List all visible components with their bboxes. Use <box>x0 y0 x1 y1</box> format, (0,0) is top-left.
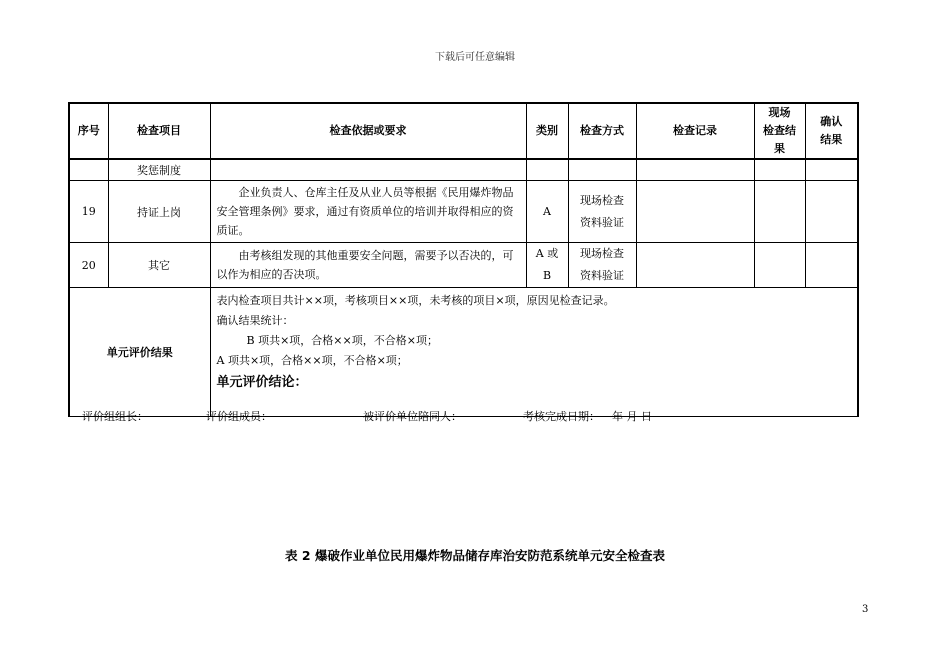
col-header-confirm-result <box>805 103 858 159</box>
row-basis: 企业负责人、仓库主任及从业人员等根据《民用爆炸物品安全管理条例》要求，通过有资质单位的培训并取得相应的资质证。 <box>210 181 526 243</box>
col-header-item: 检查项目 <box>108 103 210 159</box>
confirm-header-line2: 结果 <box>820 133 843 146</box>
date-value: 年 月 日 <box>612 410 652 423</box>
method-line1: 现场检查 <box>580 193 624 207</box>
col-header-no: 序号 <box>69 103 108 159</box>
page-number: 3 <box>862 604 869 615</box>
row-basis: 由考核组发现的其他重要安全问题，需要予以否决的，可以作为相应的否决项。 <box>210 243 526 288</box>
row-record <box>636 181 754 243</box>
row-category <box>526 159 568 181</box>
row-method <box>568 181 636 243</box>
onsite-header-line2: 检查结果 <box>763 124 796 155</box>
row-category: A <box>526 181 568 243</box>
method-line1: 现场检查 <box>580 247 624 260</box>
leader-label: 评价组组长： <box>82 410 148 423</box>
row-record <box>636 243 754 288</box>
col-header-record: 检查记录 <box>636 103 754 159</box>
row-item: 其它 <box>108 243 210 288</box>
table-row <box>69 181 858 243</box>
method-line2: 资料验证 <box>580 269 624 282</box>
row-onsite-result <box>754 159 805 181</box>
row-item: 奖惩制度 <box>108 159 210 181</box>
row-category <box>526 243 568 288</box>
row-onsite-result <box>754 243 805 288</box>
evaluation-a-stats: A 项共×项，合格××项，不合格×项； <box>216 354 408 367</box>
evaluation-conclusion: 单元评价结论： <box>216 375 308 390</box>
evaluation-summary: 表内检查项目共计××项，考核项目××项，未考核的项目×项，原因见检查记录。 <box>216 294 615 307</box>
category-line1: A 或 <box>535 247 559 260</box>
escort-label: 被评价单位陪同人： <box>363 410 462 423</box>
table-row <box>69 243 858 288</box>
method-line2: 资料验证 <box>580 215 624 229</box>
header-note: 下载后可任意编辑 <box>435 52 515 63</box>
row-confirm-result <box>805 159 858 181</box>
next-table-title: 表 2 爆破作业单位民用爆炸物品储存库治安防范系统单元安全检查表 <box>285 548 665 563</box>
evaluation-b-stats: B 项共×项，合格××项，不合格×项； <box>246 334 438 347</box>
confirm-header-line1: 确认 <box>820 115 843 128</box>
evaluation-label: 单元评价结果 <box>69 288 210 417</box>
col-header-method: 检查方式 <box>568 103 636 159</box>
row-record <box>636 159 754 181</box>
category-line2: B <box>542 269 552 282</box>
evaluation-row <box>69 288 858 417</box>
row-no: 19 <box>69 181 108 243</box>
col-header-category: 类别 <box>526 103 568 159</box>
row-confirm-result <box>805 181 858 243</box>
table-row <box>69 159 858 181</box>
row-method <box>568 243 636 288</box>
row-confirm-result <box>805 243 858 288</box>
row-onsite-result <box>754 181 805 243</box>
evaluation-body <box>210 288 858 417</box>
inspection-table <box>68 102 859 417</box>
col-header-onsite-result <box>754 103 805 159</box>
row-no: 20 <box>69 243 108 288</box>
date-label: 考核完成日期： <box>523 410 600 423</box>
table-header-row <box>69 103 858 159</box>
col-header-basis: 检查依据或要求 <box>210 103 526 159</box>
row-method <box>568 159 636 181</box>
row-no <box>69 159 108 181</box>
evaluation-stats-label: 确认结果统计： <box>216 314 294 327</box>
onsite-header-line1: 现场 <box>768 106 791 119</box>
row-basis <box>210 159 526 181</box>
members-label: 评价组成员： <box>206 410 272 423</box>
row-item: 持证上岗 <box>108 181 210 243</box>
